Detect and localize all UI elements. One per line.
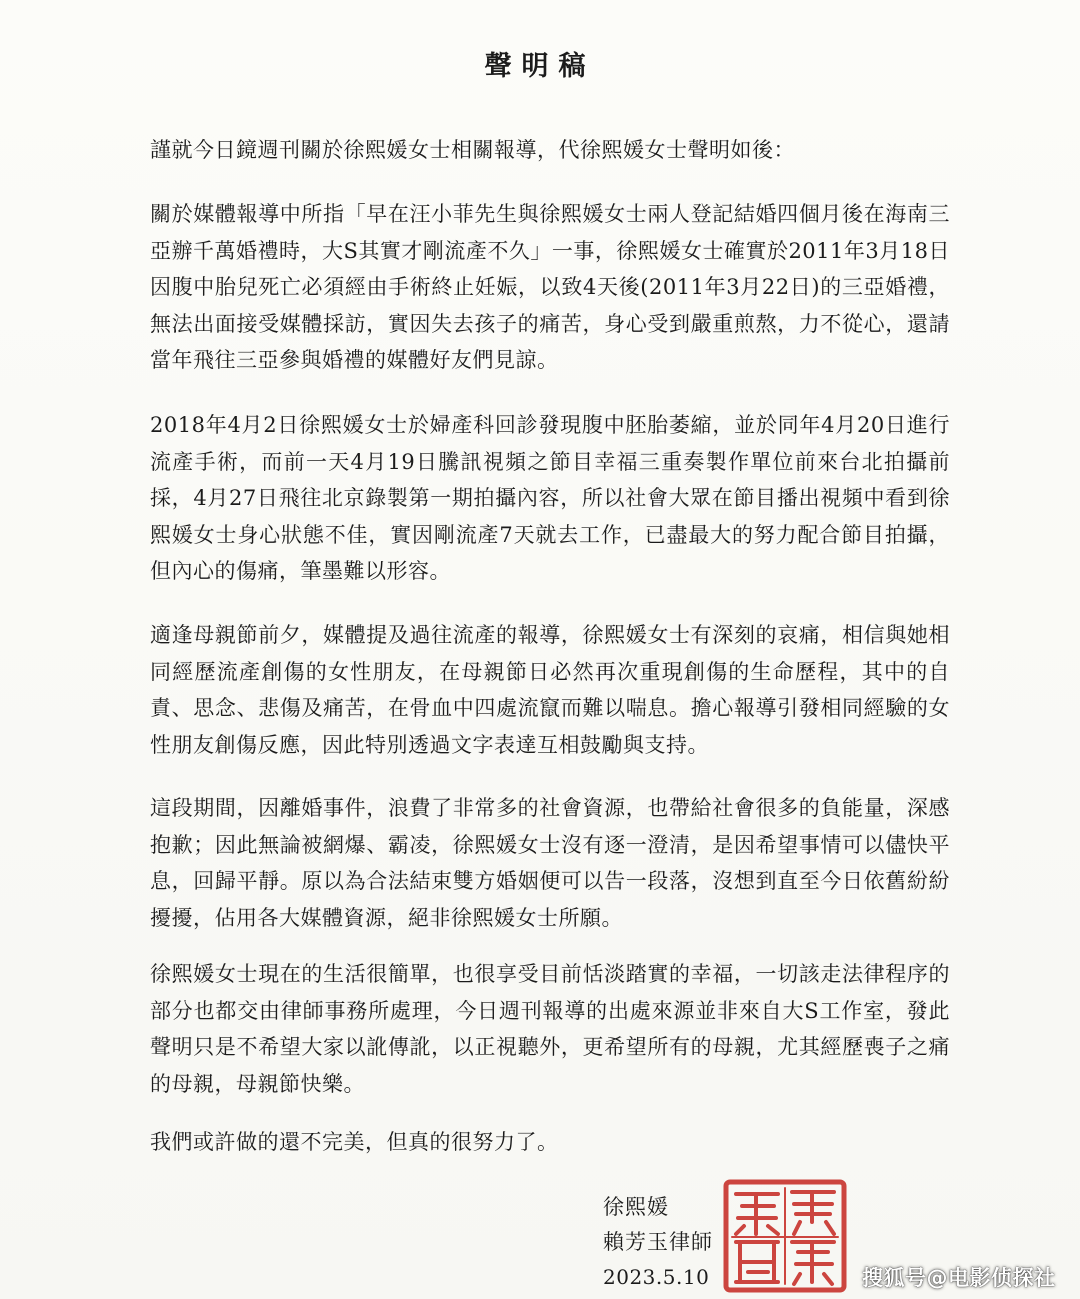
- signature-name: 徐熙媛: [603, 1195, 669, 1219]
- paragraph-current-life: 徐熙媛女士現在的生活很簡單，也很享受目前恬淡踏實的幸福，一切該走法律程序的部分也都交由律師事務所處理，今日週刊報導的出處來源並非來自大S工作室，發此聲明只是不希望大家以訛傳訛，以正視聽外，更希望所有的母親，尤其經歷喪子之痛的母親，母親節快樂。: [150, 962, 950, 1096]
- paragraph-closing: 我們或許做的還不完美，但真的很努力了。: [150, 1130, 559, 1154]
- watermark-text: 搜狐号@电影侦探社: [862, 1266, 1056, 1290]
- paragraph-2018-miscarriage: 2018年4月2日徐熙媛女士於婦產科回診發現腹中胚胎萎縮，並於同年4月20日進行流產手術，而前一天4月19日騰訊視頻之節目幸福三重奏製作單位前來台北拍攝前採，4月27日飛往北京錄製第一期拍攝內容，所以社會大眾在節目播出視頻中看到徐熙媛女士身心狀態不佳，實因剛流產7天就去工作，已盡最大的努力配合節目拍攝，但內心的傷痛，筆墨難以形容。: [150, 413, 950, 583]
- lawyer-seal-stamp: [722, 1178, 848, 1294]
- paragraph-intro: 謹就今日鏡週刊關於徐熙媛女士相關報導，代徐熙媛女士聲明如後：: [150, 138, 795, 162]
- signature-lawyer: 賴芳玉律師: [603, 1230, 713, 1254]
- paragraph-2011-miscarriage: 關於媒體報導中所指「早在汪小菲先生與徐熙媛女士兩人登記結婚四個月後在海南三亞辦千萬婚禮時，大S其實才剛流產不久」一事，徐熙媛女士確實於2011年3月18日因腹中胎兒死亡必須經由手術終止妊娠，以致4天後(2011年3月22日)的三亞婚禮，無法出面接受媒體採訪，實因失去孩子的痛苦，身心受到嚴重煎熬，力不從心，還請當年飛往三亞參與婚禮的媒體好友們見諒。: [150, 202, 950, 372]
- paragraph-mothers-day: 適逢母親節前夕，媒體提及過往流產的報導，徐熙媛女士有深刻的哀痛，相信與她相同經歷流產創傷的女性朋友，在母親節日必然再次重現創傷的生命歷程，其中的自責、思念、悲傷及痛苦，在骨血中四處流竄而難以喘息。擔心報導引發相同經驗的女性朋友創傷反應，因此特別透過文字表達互相鼓勵與支持。: [150, 623, 950, 757]
- document-title: 聲明稿: [484, 51, 596, 82]
- paragraph-divorce: 這段期間，因離婚事件，浪費了非常多的社會資源，也帶給社會很多的負能量，深感抱歉；因此無論被網爆、霸凌，徐熙媛女士沒有逐一澄清，是因希望事情可以儘快平息，回歸平靜。原以為合法結束雙方婚姻便可以告一段落，沒想到直至今日依舊紛紛擾擾，佔用各大媒體資源，絕非徐熙媛女士所願。: [150, 796, 950, 930]
- signature-date: 2023.5.10: [603, 1265, 710, 1289]
